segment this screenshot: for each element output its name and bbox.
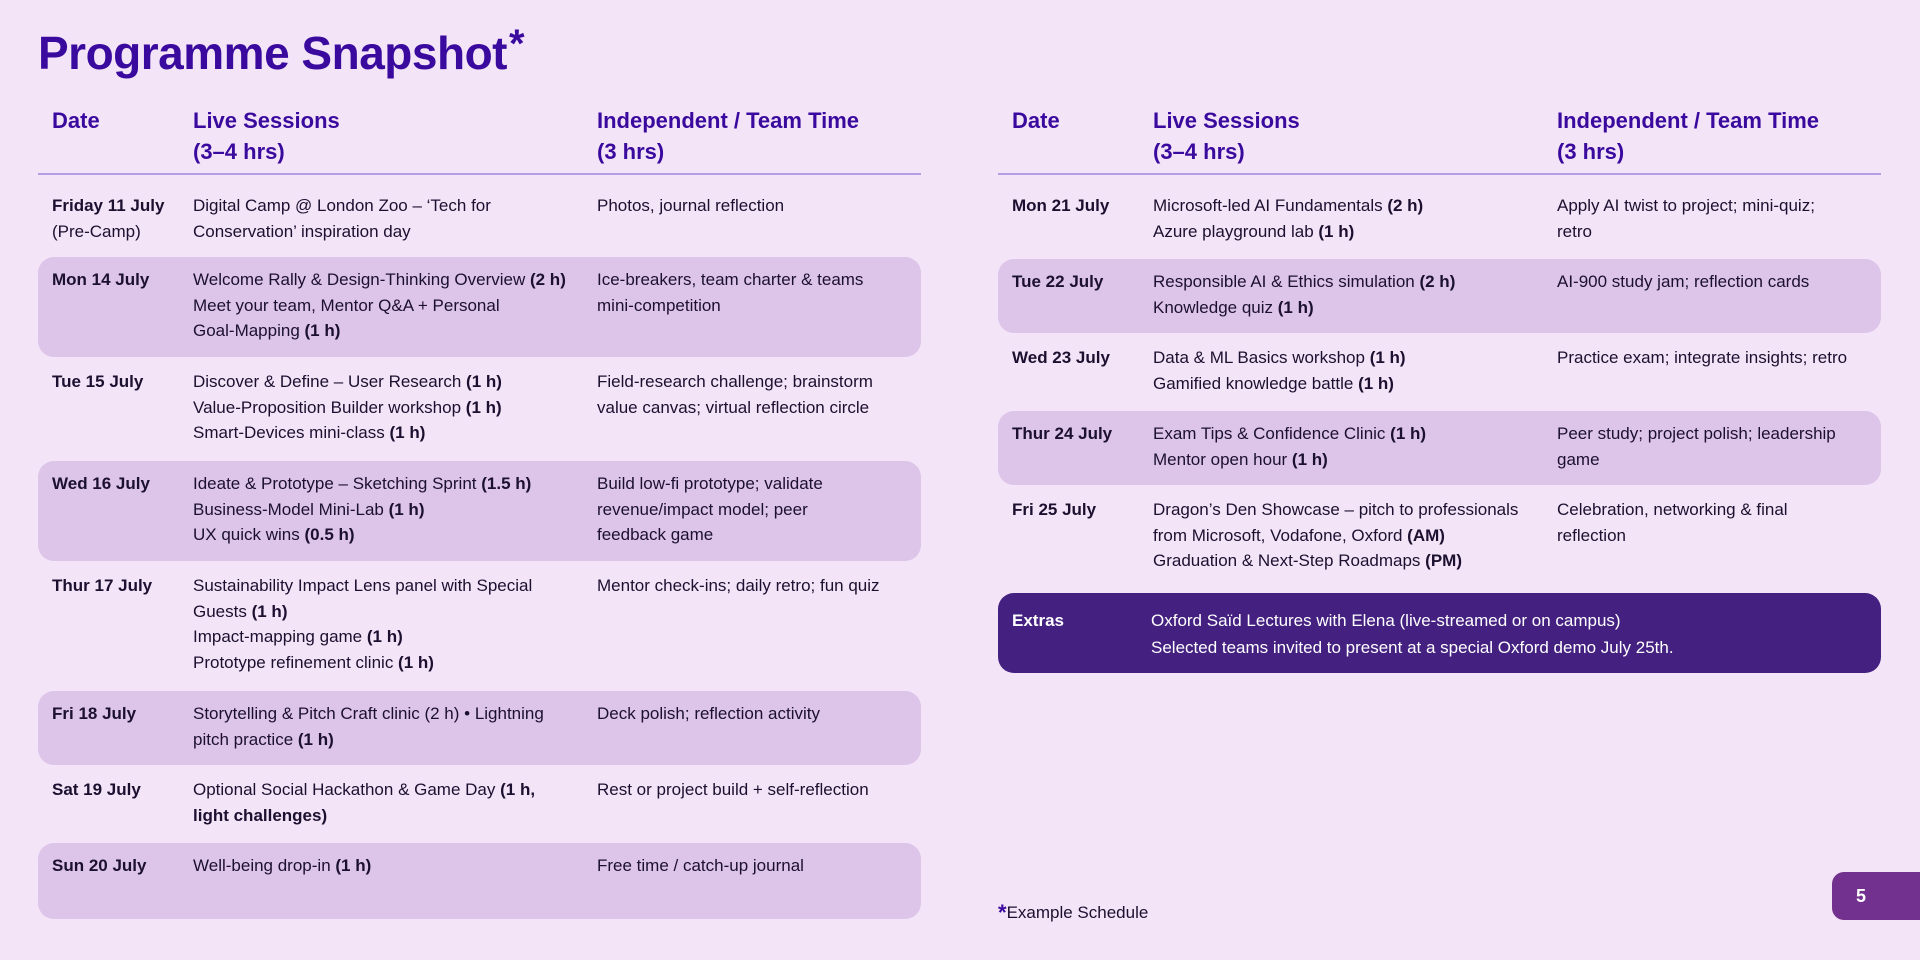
row-date (1012, 193, 1153, 257)
title-asterisk: * (509, 22, 525, 66)
row-independent-time: Field-research challenge; brainstorm value canvas; virtual reflection circle (597, 372, 873, 417)
table-row (998, 259, 1881, 333)
row-independent-time: Mentor check-ins; daily retro; fun quiz (597, 576, 880, 595)
table-row (998, 487, 1881, 587)
row-live-session: Well-being drop-in (1 h) (193, 856, 372, 875)
row-live-session: Responsible AI & Ethics simulation (2 h) Knowledge quiz (1 h) (1153, 272, 1456, 317)
row-date-label: Mon 21 July (1012, 196, 1110, 215)
table-row (38, 359, 921, 459)
row-date-label: Thur 24 July (1012, 424, 1113, 443)
table-row (38, 257, 921, 357)
row-independent-time: Free time / catch-up journal (597, 856, 804, 875)
row-date (52, 777, 193, 841)
table-header-left (38, 105, 921, 175)
page-number-badge (1832, 872, 1920, 920)
row-independent-time: Apply AI twist to project; mini-quiz; retro (1557, 196, 1815, 241)
row-live-session: Storytelling & Pitch Craft clinic (2 h) • Lightning pitch practice (1 h) (193, 704, 544, 749)
row-date (52, 471, 193, 561)
row-live-session: Dragon’s Den Showcase – pitch to professionals from Microsoft, Vodafone, Oxford (AM) Graduation & Next-Step Roadmaps (PM) (1153, 500, 1519, 570)
row-independent-time: Build low-fi prototype; validate revenue/impact model; peer feedback game (597, 474, 823, 544)
table-row (38, 691, 921, 765)
row-date-label: Tue 15 July (52, 372, 144, 391)
row-date-label: Friday 11 July (52, 196, 165, 215)
page-title (38, 22, 525, 80)
footnote-text: Example Schedule (1006, 903, 1149, 922)
table-row (38, 183, 921, 255)
row-independent-time: Celebration, networking & final reflection (1557, 500, 1788, 545)
row-date (52, 573, 193, 689)
header-date: Date (1012, 108, 1060, 133)
row-independent-time: Rest or project build + self-reflection (597, 780, 869, 799)
row-date-label: Mon 14 July (52, 270, 150, 289)
header-independent-time: Independent / Team Time (3 hrs) (1557, 108, 1820, 164)
row-date-label: Fri 18 July (52, 704, 137, 723)
header-date: Date (52, 108, 100, 133)
row-independent-time: Practice exam; integrate insights; retro (1557, 348, 1848, 367)
page-title-text: Programme Snapshot (38, 27, 507, 79)
row-date-label: Sat 19 July (52, 780, 141, 799)
row-independent-time: Ice-breakers, team charter & teams mini-competition (597, 270, 864, 315)
schedule-table-left (38, 105, 921, 919)
extras-text: Oxford Saïd Lectures with Elena (live-streamed or on campus) Selected teams invited to present at a special Oxford demo July 25th. (1151, 611, 1674, 657)
row-live-session: Ideate & Prototype – Sketching Sprint (1.5 h) Business-Model Mini-Lab (1 h) UX quick wins (0.5 h) (193, 474, 532, 544)
row-independent-time: AI-900 study jam; reflection cards (1557, 272, 1810, 291)
table-body-right (998, 183, 1881, 587)
table-row (38, 767, 921, 841)
row-date-label: Tue 22 July (1012, 272, 1104, 291)
row-live-session: Microsoft-led AI Fundamentals (2 h) Azure playground lab (1 h) (1153, 196, 1424, 241)
footnote-asterisk: * (998, 900, 1007, 925)
page-number: 5 (1856, 886, 1867, 906)
row-live-session: Welcome Rally & Design-Thinking Overview (2 h) Meet your team, Mentor Q&A + Personal Goal-Mapping (1 h) (193, 270, 566, 340)
row-live-session: Sustainability Impact Lens panel with Special Guests (1 h) Impact-mapping game (1 h) Prototype refinement clinic (1 h) (193, 576, 533, 672)
extras-banner (998, 593, 1881, 673)
row-date-label: Wed 23 July (1012, 348, 1110, 367)
table-row (38, 563, 921, 689)
row-date (52, 701, 193, 765)
row-live-session: Discover & Define – User Research (1 h) Value-Proposition Builder workshop (1 h) Smart-Devices mini-class (1 h) (193, 372, 502, 442)
row-date (1012, 345, 1153, 409)
row-date (52, 853, 193, 919)
row-live-session: Digital Camp @ London Zoo – ‘Tech for Conservation’ inspiration day (193, 196, 491, 241)
table-header-right (998, 105, 1881, 175)
row-date (52, 369, 193, 459)
table-row (998, 183, 1881, 257)
row-date-label: Fri 25 July (1012, 500, 1097, 519)
table-row (998, 335, 1881, 409)
row-date-note: (Pre-Camp) (52, 221, 141, 241)
table-row (998, 411, 1881, 485)
row-independent-time: Peer study; project polish; leadership game (1557, 424, 1836, 469)
row-date-label: Wed 16 July (52, 474, 150, 493)
row-date (1012, 269, 1153, 333)
schedule-table-right (998, 105, 1881, 587)
row-date (1012, 497, 1153, 587)
row-date-label: Thur 17 July (52, 576, 153, 595)
table-body-left (38, 183, 921, 919)
row-live-session: Exam Tips & Confidence Clinic (1 h) Mentor open hour (1 h) (1153, 424, 1427, 469)
extras-label: Extras (1012, 611, 1064, 630)
table-row (38, 461, 921, 561)
table-row (38, 843, 921, 919)
row-independent-time: Deck polish; reflection activity (597, 704, 820, 723)
header-live-sessions: Live Sessions (3–4 hrs) (193, 108, 340, 164)
row-date (52, 267, 193, 357)
header-independent-time: Independent / Team Time (3 hrs) (597, 108, 860, 164)
row-date (1012, 421, 1153, 485)
footnote (998, 898, 1148, 924)
row-date-label: Sun 20 July (52, 856, 147, 875)
row-date (52, 193, 193, 255)
row-independent-time: Photos, journal reflection (597, 196, 785, 215)
row-live-session: Data & ML Basics workshop (1 h) Gamified knowledge battle (1 h) (1153, 348, 1406, 393)
row-live-session: Optional Social Hackathon & Game Day (1 h, light challenges) (193, 780, 536, 825)
header-live-sessions: Live Sessions (3–4 hrs) (1153, 108, 1300, 164)
